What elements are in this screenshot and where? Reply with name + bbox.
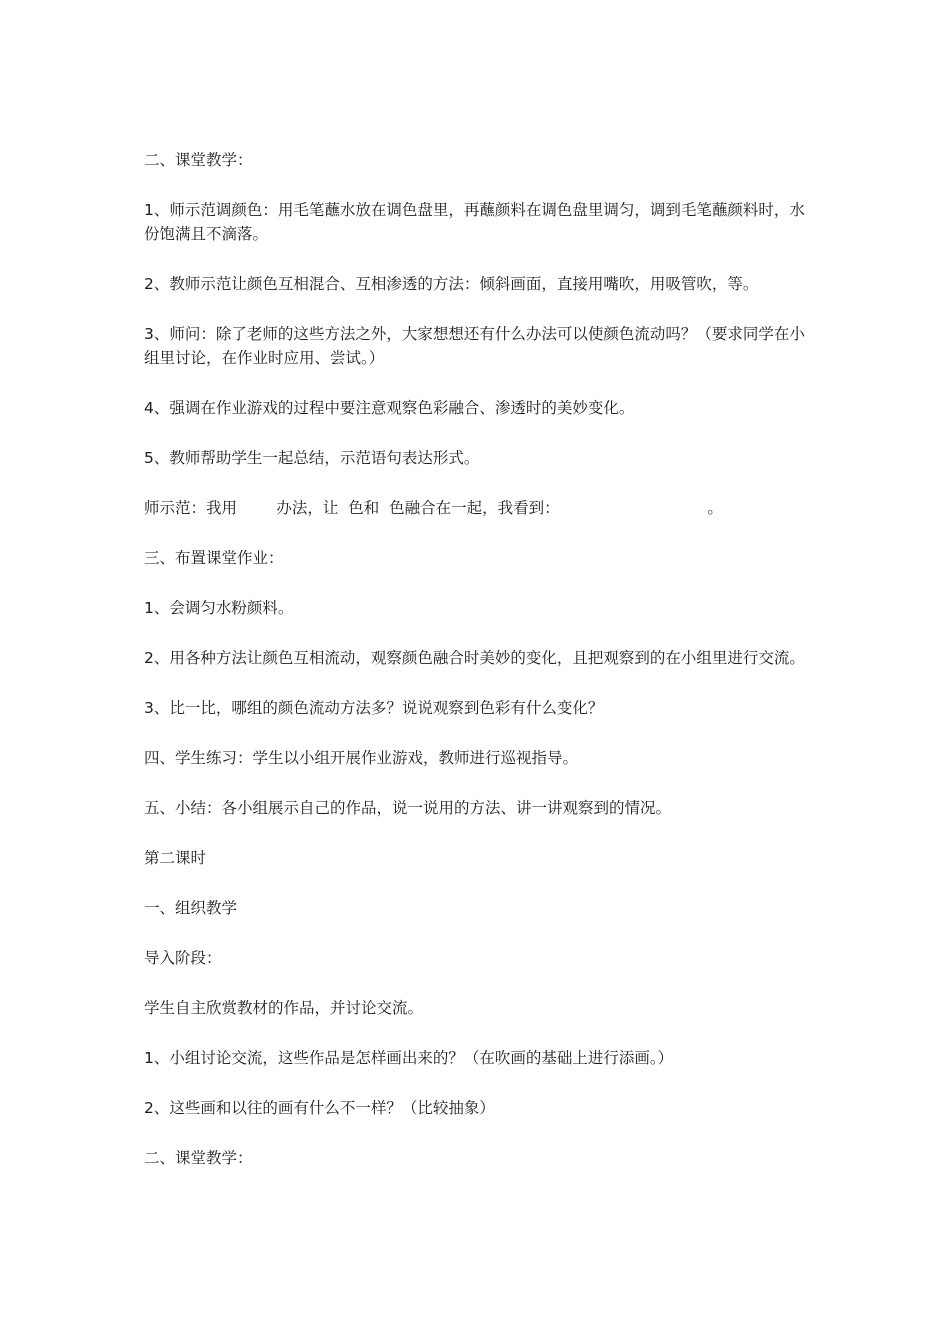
section-heading-summary: 五、小结：各小组展示自己的作品，说一说用的方法、讲一讲观察到的情况。: [144, 799, 672, 817]
discussion-1: 1、小组讨论交流，这些作品是怎样画出来的？（在吹画的基础上进行添画。）: [144, 1049, 674, 1067]
intro-appreciation: 学生自主欣赏教材的作品，并讨论交流。: [144, 999, 424, 1017]
document-body: [144, 148, 820, 1196]
section-heading-classroom-teaching-2: 二、课堂教学：: [144, 1149, 253, 1167]
assignment-3: 3、比一比，哪组的颜色流动方法多？说说观察到色彩有什么变化？: [144, 699, 604, 717]
lesson-two-heading: 第二课时: [144, 849, 207, 867]
step-5-summary: 5、教师帮助学生一起总结，示范语句表达形式。: [144, 449, 480, 467]
discussion-2: 2、这些画和以往的画有什么不一样？（比较抽象）: [144, 1099, 495, 1117]
section-heading-organize: 一、组织教学: [144, 899, 238, 917]
assignment-1: 1、会调匀水粉颜料。: [144, 599, 294, 617]
section-heading-assignment: 三、布置课堂作业：: [144, 549, 284, 567]
intro-stage-heading: 导入阶段：: [144, 949, 222, 967]
section-heading-practice: 四、学生练习：学生以小组开展作业游戏，教师进行巡视指导。: [144, 749, 579, 767]
assignment-2: 2、用各种方法让颜色互相流动，观察颜色融合时美妙的变化，且把观察到的在小组里进行交流。: [144, 649, 805, 667]
step-2-blend-methods: 2、教师示范让颜色互相混合、互相渗透的方法：倾斜画面，直接用嘴吹，用吸管吹，等。: [144, 275, 759, 293]
section-heading-classroom-teaching: 二、课堂教学：: [144, 151, 253, 169]
step-3-teacher-question: 3、师问：除了老师的这些方法之外，大家想想还有什么办法可以使颜色流动吗？（要求同学在小组里讨论，在作业时应用、尝试。）: [144, 325, 805, 367]
teacher-demo-sentence: 师示范：我用 办法，让 色和 色融合在一起，我看到： 。: [144, 499, 723, 517]
step-1-mix-colors: 1、师示范调颜色：用毛笔蘸水放在调色盘里，再蘸颜料在调色盘里调匀，调到毛笔蘸颜料时，水份饱满且不滴落。: [144, 201, 805, 243]
step-4-observe-changes: 4、强调在作业游戏的过程中要注意观察色彩融合、渗透时的美妙变化。: [144, 399, 635, 417]
